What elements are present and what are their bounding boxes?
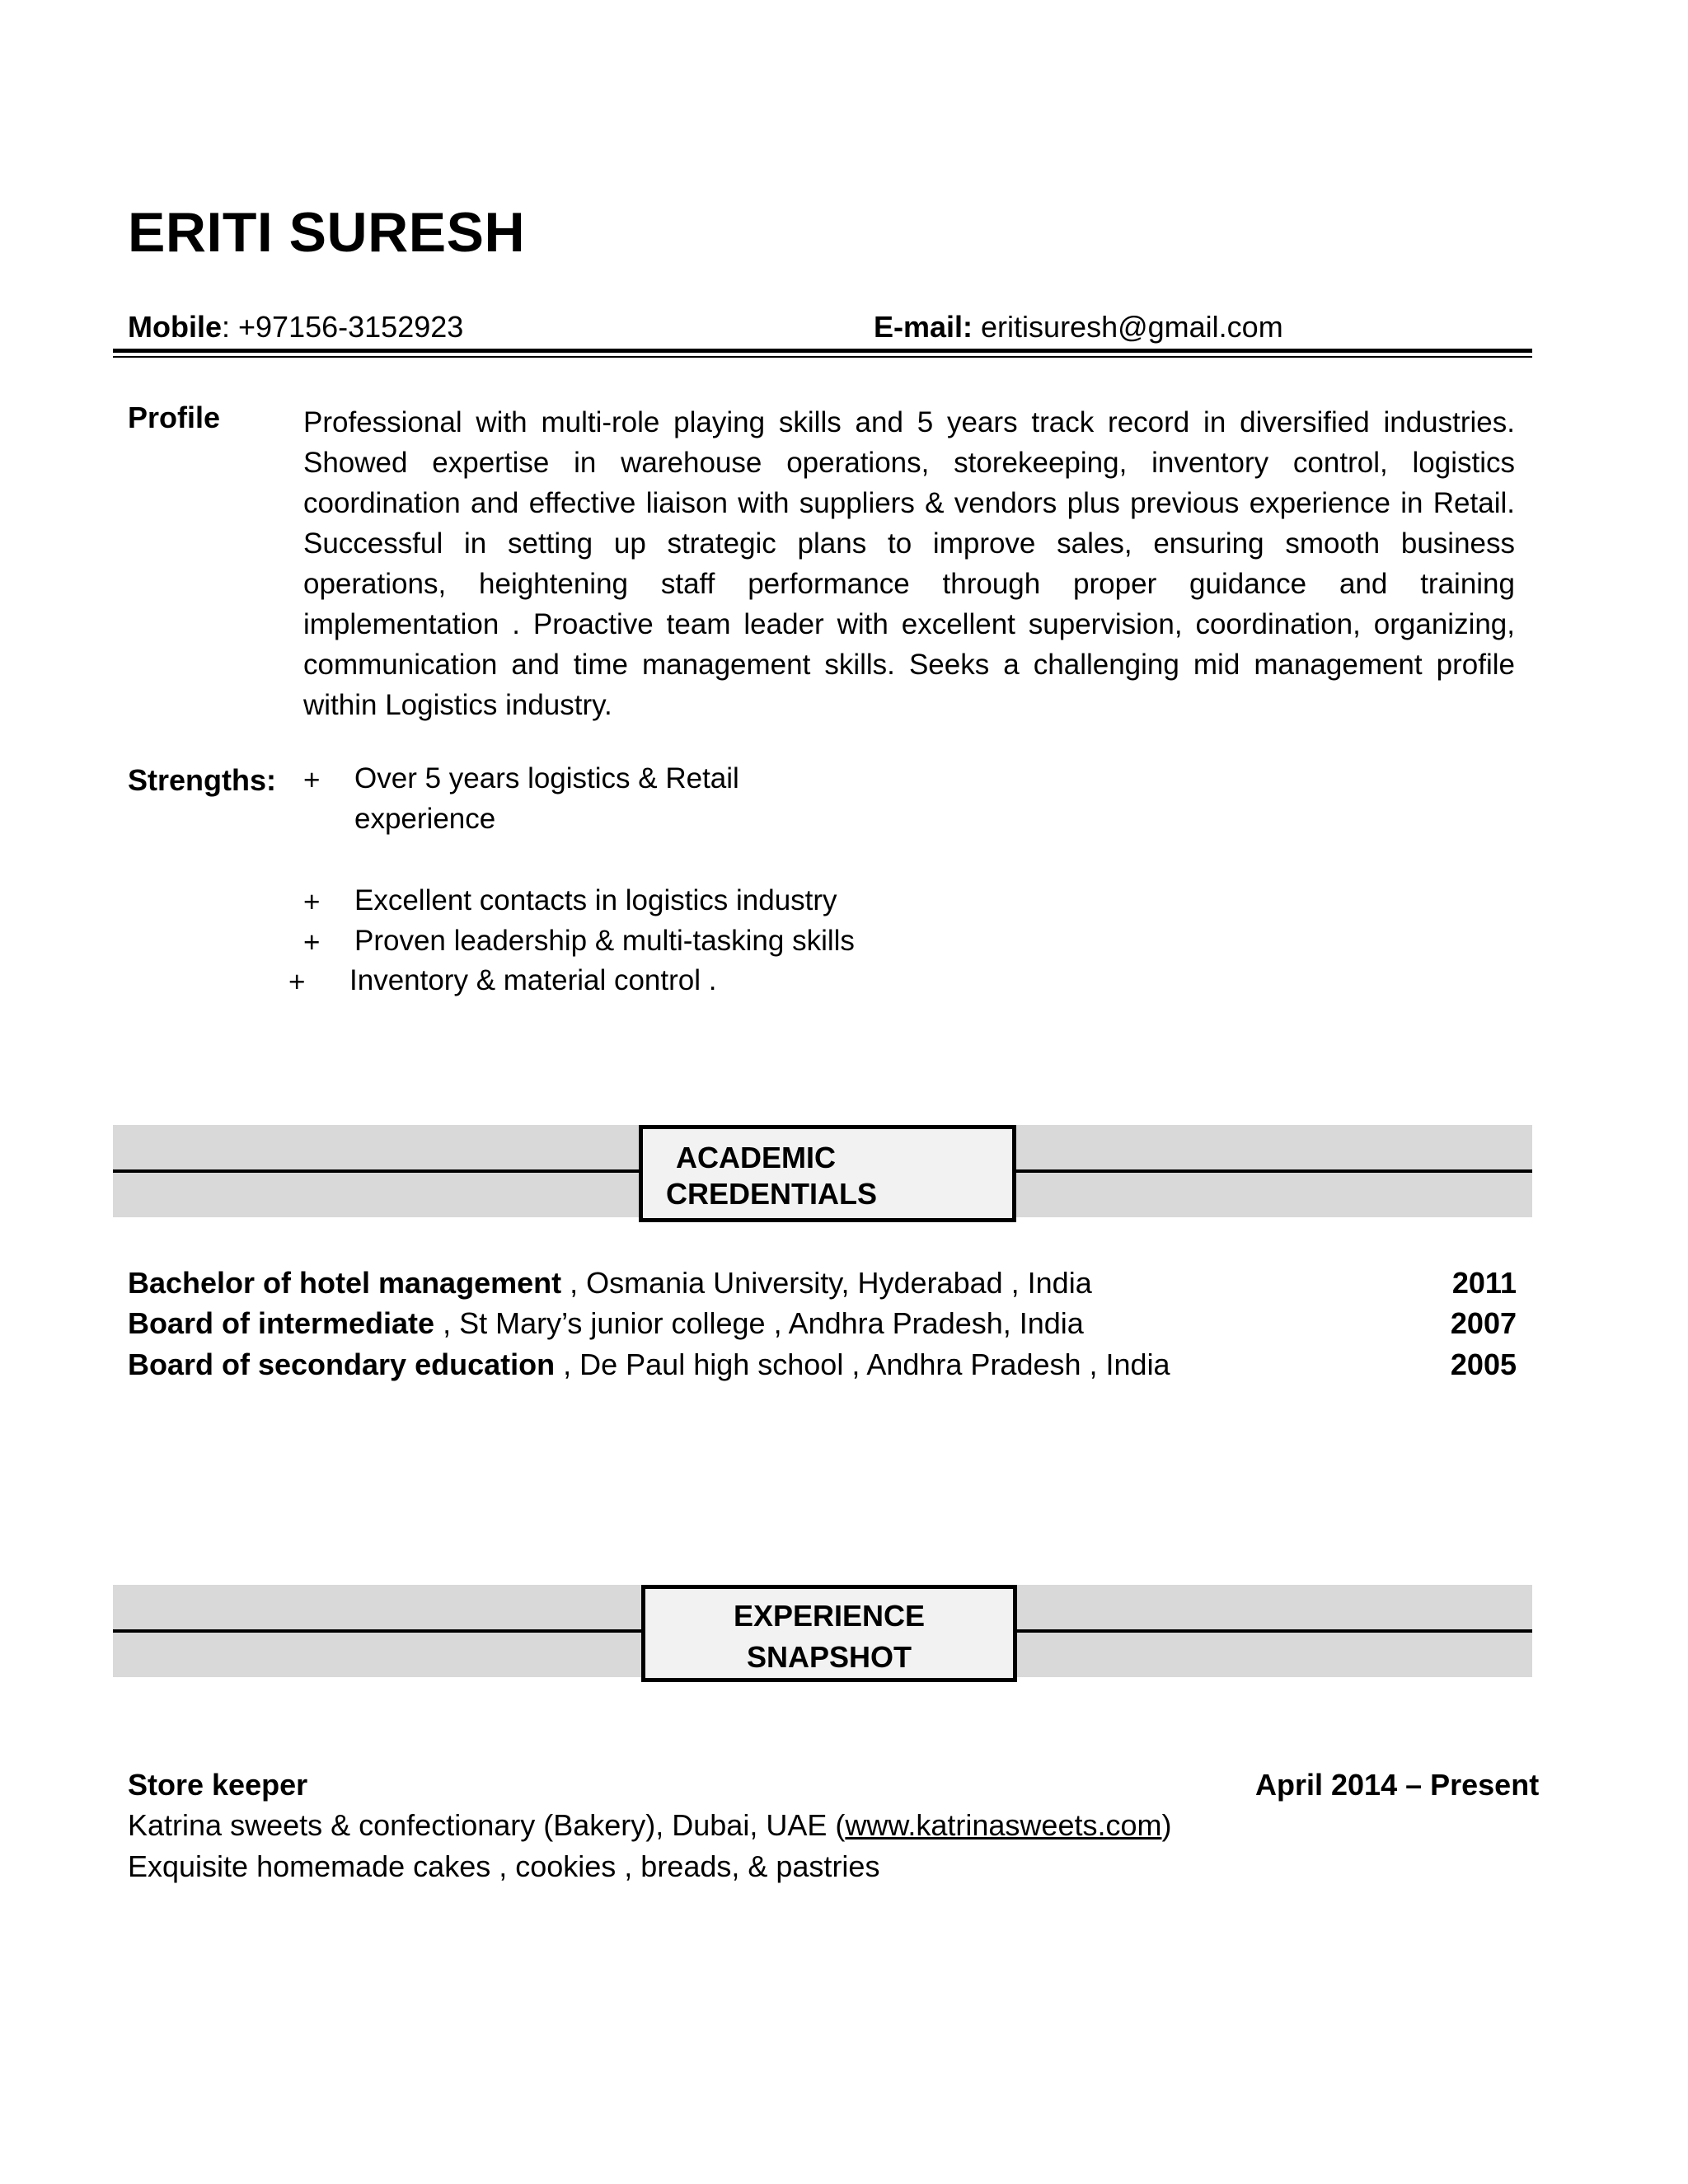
company-website-link[interactable]: www.katrinasweets.com — [845, 1808, 1162, 1842]
academic-heading-line2: CREDENTIALS — [666, 1177, 878, 1211]
education-year: 2007 — [1450, 1306, 1517, 1340]
education-degree: Board of intermediate — [128, 1306, 435, 1340]
profile-label: Profile — [128, 401, 221, 434]
strength-item-1-cont: experience — [354, 803, 496, 835]
education-detail: , De Paul high school , Andhra Pradesh , India — [555, 1347, 1170, 1381]
job-description: Exquisite homemade cakes , cookies , breads, & pastries — [128, 1849, 880, 1883]
email-line — [874, 310, 1283, 344]
candidate-name: ERITI SURESH — [128, 201, 526, 264]
strength-bullet: + — [303, 886, 321, 918]
experience-heading-line1: EXPERIENCE — [733, 1599, 926, 1633]
header-rule-thick — [113, 349, 1532, 353]
education-degree: Bachelor of hotel management — [128, 1266, 562, 1300]
job-period: April 2014 – Present — [1255, 1768, 1540, 1802]
email-value[interactable]: eritisuresh@gmail.com — [973, 310, 1283, 344]
strength-bullet: + — [303, 926, 321, 958]
education-detail: , St Mary’s junior college , Andhra Pradesh, India — [434, 1306, 1084, 1340]
mobile-value: : +97156-3152923 — [222, 310, 464, 344]
header-rule-thin — [113, 356, 1532, 358]
education-degree: Board of secondary education — [128, 1347, 556, 1381]
strength-item-1: Over 5 years logistics & Retail — [354, 762, 739, 794]
strength-item-3: Proven leadership & multi-tasking skills — [354, 925, 855, 957]
job-company — [128, 1808, 1171, 1843]
education-detail: , Osmania University, Hyderabad , India — [561, 1266, 1092, 1300]
strength-bullet: + — [303, 764, 321, 796]
strength-item-2: Excellent contacts in logistics industry — [354, 884, 837, 916]
mobile-line — [128, 310, 463, 344]
academic-heading-box — [639, 1125, 1016, 1222]
profile-text: Professional with multi-role playing skills and 5 years track record in diversified industries. Showed expertise in warehouse operations, storekeeping, inventory control, logistics coordination and effective liaison with suppliers & vendors plus previous experience in Retail. Successful in setting up strategic plans to improve sales, ensuring smooth business operations, heightening staff performance through proper guidance and training implementation . Proactive team leader with excellent supervision, coordination, organizing, communication and time management skills. Seeks a challenging mid management profile within Logistics industry. — [303, 406, 1515, 721]
job-company-suffix: ) — [1161, 1808, 1172, 1842]
job-company-name: Katrina sweets & confectionary (Bakery), Dubai, UAE ( — [128, 1808, 846, 1842]
strength-bullet: + — [288, 966, 306, 998]
mobile-label: Mobile — [128, 310, 222, 344]
education-row — [128, 1347, 1517, 1382]
strengths-label: Strengths: — [128, 763, 276, 797]
experience-heading-box — [641, 1585, 1017, 1682]
strength-item-4: Inventory & material control . — [349, 964, 717, 996]
email-label: E-mail: — [874, 310, 973, 344]
education-row — [128, 1306, 1517, 1341]
experience-heading-line2: SNAPSHOT — [746, 1640, 912, 1674]
education-year: 2005 — [1450, 1347, 1517, 1381]
education-row — [128, 1266, 1517, 1301]
job-title: Store keeper — [128, 1768, 308, 1802]
academic-heading-line1: ACADEMIC — [676, 1141, 836, 1174]
education-year: 2011 — [1451, 1266, 1517, 1300]
